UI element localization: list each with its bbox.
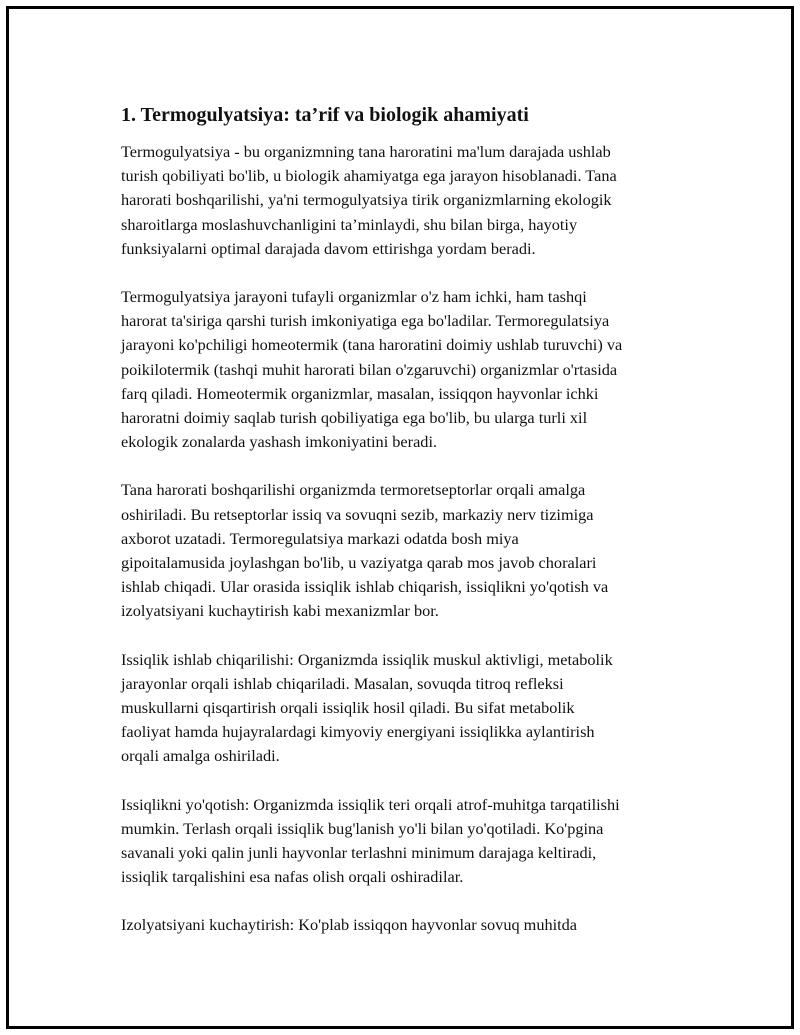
paragraph-homeotherms: Termogulyatsiya jarayoni tufayli organizmlar o'z ham ichki, ham tashqi harorat ta'siriga qarshi turish imkoniyatiga ega bo'ladilar. Termoregulatsiya jarayoni ko'pchiligi homeotermik (tana haroratini doimiy ushlab turuvchi) va poikilotermik (tashqi muhit harorati bilan o'zgaruvchi) organizmlar o'rtasida farq qiladi. Homeotermik organizmlar, masalan, issiqqon hayvonlar ichki haroratni doimiy saqlab turish qobiliyatiga ega bo'lib, bu ularga turli xil ekologik zonalarda yashash imkoniyatini beradi. xyxy=(121,287,623,452)
paragraph-insulation: Izolyatsiyani kuchaytirish: Ko'plab issiqqon hayvonlar sovuq muhitda xyxy=(121,915,578,935)
document-body xyxy=(121,100,711,962)
paragraph-thermoreceptors: Tana harorati boshqarilishi organizmda termoretseptorlar orqali amalga oshiriladi. Bu retseptorlar issiq va sovuqni sezib, markaziy nerv tizimiga axborot uzatadi. Termoregulatsiya markazi odatda bosh miya gipoitalamusida joylashgan bo'lib, u vaziyatga qarab mos javob choralari ishlab chiqadi. Ular orasida issiqlik ishlab chiqarish, issiqlikni yo'qotish va izolyatsiyani kuchaytirish kabi mexanizmlar bor. xyxy=(121,480,609,621)
page-border xyxy=(6,6,794,1029)
section-heading: 1. Termogulyatsiya: ta’rif va biologik ahamiyati xyxy=(121,104,529,126)
paragraph-heat-loss: Issiqlikni yo'qotish: Organizmda issiqlik teri orqali atrof-muhitga tarqatilishi mumkin. Terlash orqali issiqlik bug'lanish yo'li bilan yo'qotiladi. Ko'pgina savanali yoki qalin junli hayvonlar terlashni minimum darajaga keltiradi, issiqlik tarqalishini esa nafas olish orqali oshiradilar. xyxy=(121,794,620,887)
paragraph-heat-production: Issiqlik ishlab chiqarilishi: Organizmda issiqlik muskul aktivligi, metabolik jarayonlar orqali ishlab chiqariladi. Masalan, sovuqda titroq refleksi muskullarni qisqartirish orqali issiqlik hosil qiladi. Bu sifat metabolik faoliyat hamda hujayralardagi kimyoviy energiyani issiqlikka aylantirish orqali amalga oshiriladi. xyxy=(121,649,613,766)
paragraph-definition: Termogulyatsiya - bu organizmning tana haroratini ma'lum darajada ushlab turish qobiliyati bo'lib, u biologik ahamiyatga ega jarayon hisoblanadi. Tana harorati boshqarilishi, ya'ni termogulyatsiya tirik organizmlarning ekologik sharoitlarga moslashuvchanligini ta’minlaydi, shu bilan birga, hayotiy funksiyalarni optimal darajada davom ettirishga yordam beradi. xyxy=(121,142,617,258)
